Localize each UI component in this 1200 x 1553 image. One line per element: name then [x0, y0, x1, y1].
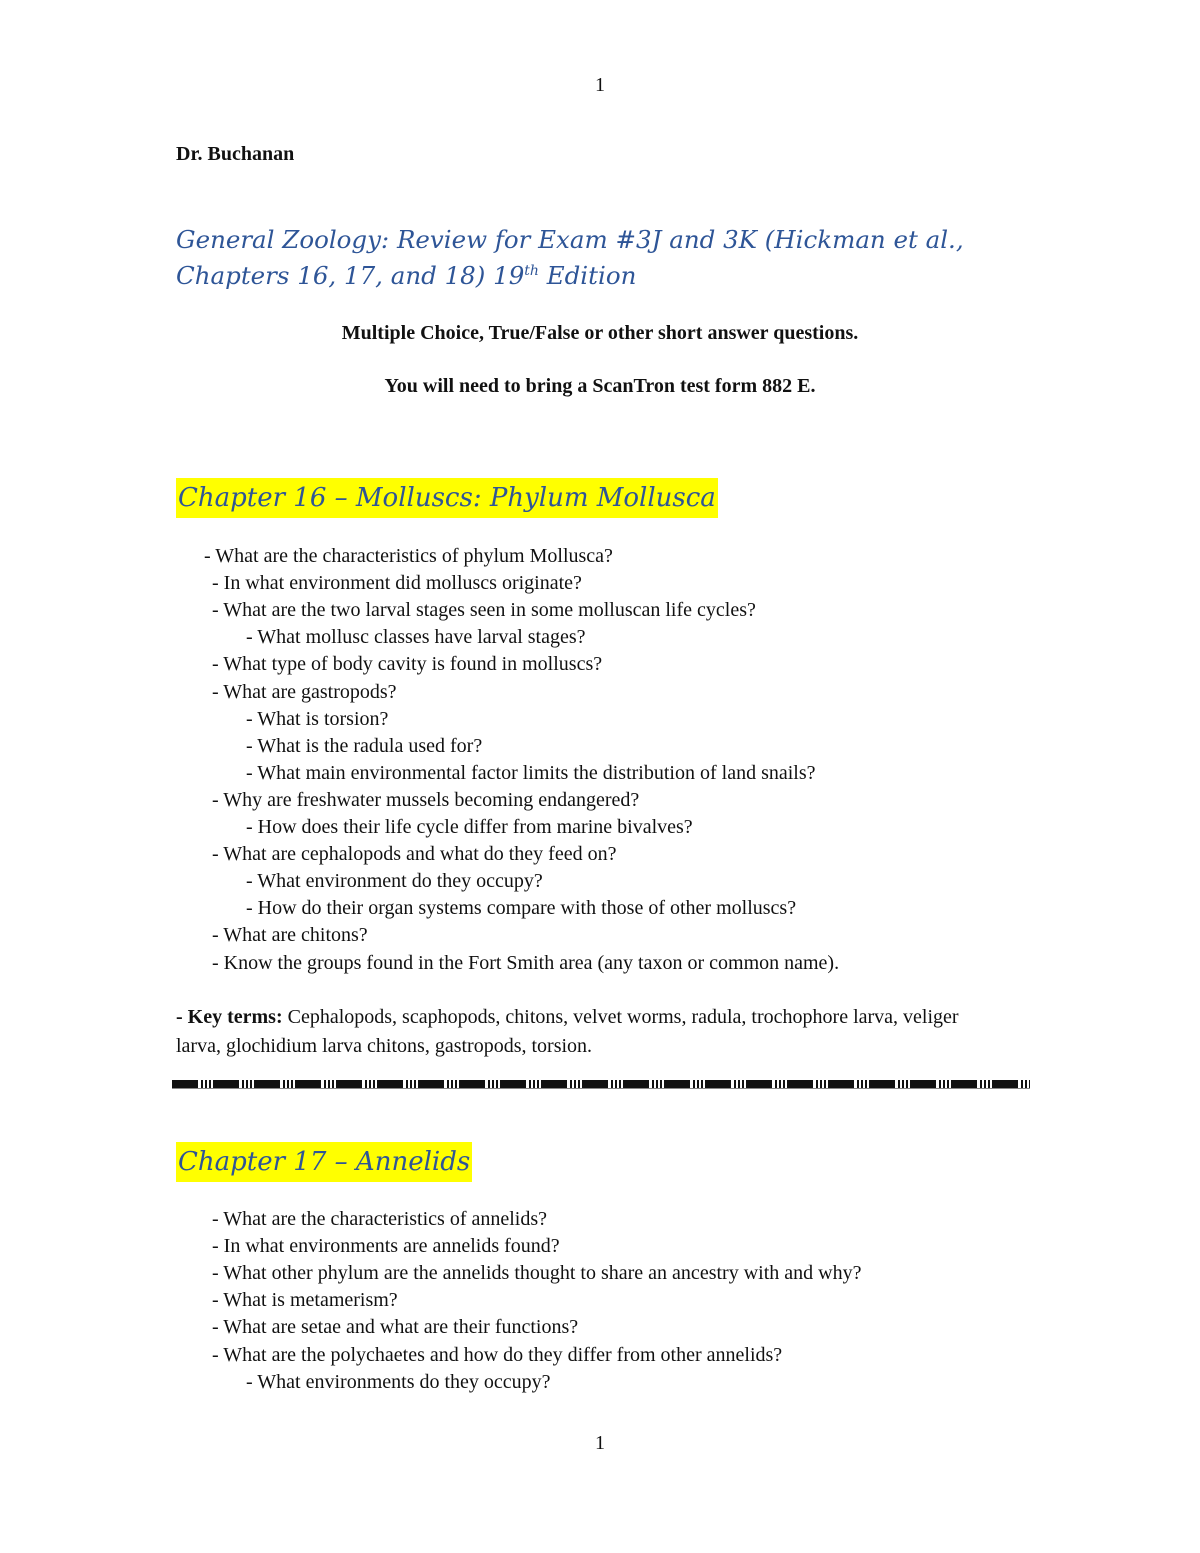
question-item: - What is the radula used for?	[246, 734, 483, 757]
author-name: Dr. Buchanan	[176, 143, 295, 165]
page-number-top: 1	[595, 74, 605, 96]
question-item: - What main environmental factor limits the distribution of land snails?	[246, 761, 816, 784]
title-line-1: General Zoology: Review for Exam #3J and 3K (Hickman et al.,	[176, 225, 964, 254]
question-item: - What is metamerism?	[212, 1289, 398, 1312]
page-number-bottom: 1	[595, 1432, 605, 1454]
key-terms-text: Cephalopods, scaphopods, chitons, velvet worms, radula, trochophore larva, veliger larva, glochidium larva chitons, gastropods, torsion.	[176, 1006, 959, 1057]
question-item: - What environments do they occupy?	[246, 1370, 551, 1393]
document-title	[176, 222, 1036, 294]
scantron-note: You will need to bring a ScanTron test form 882 E.	[384, 375, 816, 397]
title-superscript: th	[524, 262, 539, 279]
question-item: - What are the polychaetes and how do they differ from other annelids?	[212, 1343, 783, 1366]
question-item: - What are the two larval stages seen in some molluscan life cycles?	[212, 599, 756, 622]
question-item: - In what environments are annelids found?	[212, 1235, 560, 1258]
question-item: - In what environment did molluscs originate?	[212, 572, 582, 595]
question-item: - What other phylum are the annelids thought to share an ancestry with and why?	[212, 1262, 862, 1285]
section-divider	[172, 1080, 1030, 1088]
question-item: - Why are freshwater mussels becoming endangered?	[212, 788, 640, 811]
chapter-16-heading: Chapter 16 – Molluscs: Phylum Mollusca	[176, 478, 718, 518]
title-line-2-end: Edition	[538, 261, 637, 290]
question-item: - What is torsion?	[246, 707, 389, 730]
chapter-17-heading: Chapter 17 – Annelids	[176, 1142, 472, 1182]
question-item: - What are cephalopods and what do they feed on?	[212, 843, 617, 866]
key-terms-label: - Key terms:	[176, 1006, 283, 1028]
question-item: - What are gastropods?	[212, 680, 397, 703]
title-line-2-main: Chapters 16, 17, and 18) 19	[176, 261, 525, 290]
question-item: - What are the characteristics of phylum Mollusca?	[204, 545, 613, 567]
question-item: - What are setae and what are their functions?	[212, 1316, 579, 1339]
question-item: - What type of body cavity is found in molluscs?	[212, 653, 603, 676]
question-item: - How do their organ systems compare with those of other molluscs?	[246, 897, 797, 920]
question-item: - What are the characteristics of annelids?	[212, 1208, 548, 1230]
question-item: - What environment do they occupy?	[246, 870, 543, 893]
question-item: - How does their life cycle differ from marine bivalves?	[246, 816, 693, 838]
question-item: - What mollusc classes have larval stages?	[246, 626, 586, 649]
question-item: - Know the groups found in the Fort Smith area (any taxon or common name).	[212, 951, 840, 974]
question-item: - What are chitons?	[212, 924, 368, 947]
title-line-2	[176, 258, 1036, 294]
key-terms	[176, 1003, 1006, 1061]
question-format-note: Multiple Choice, True/False or other short answer questions.	[341, 322, 859, 344]
